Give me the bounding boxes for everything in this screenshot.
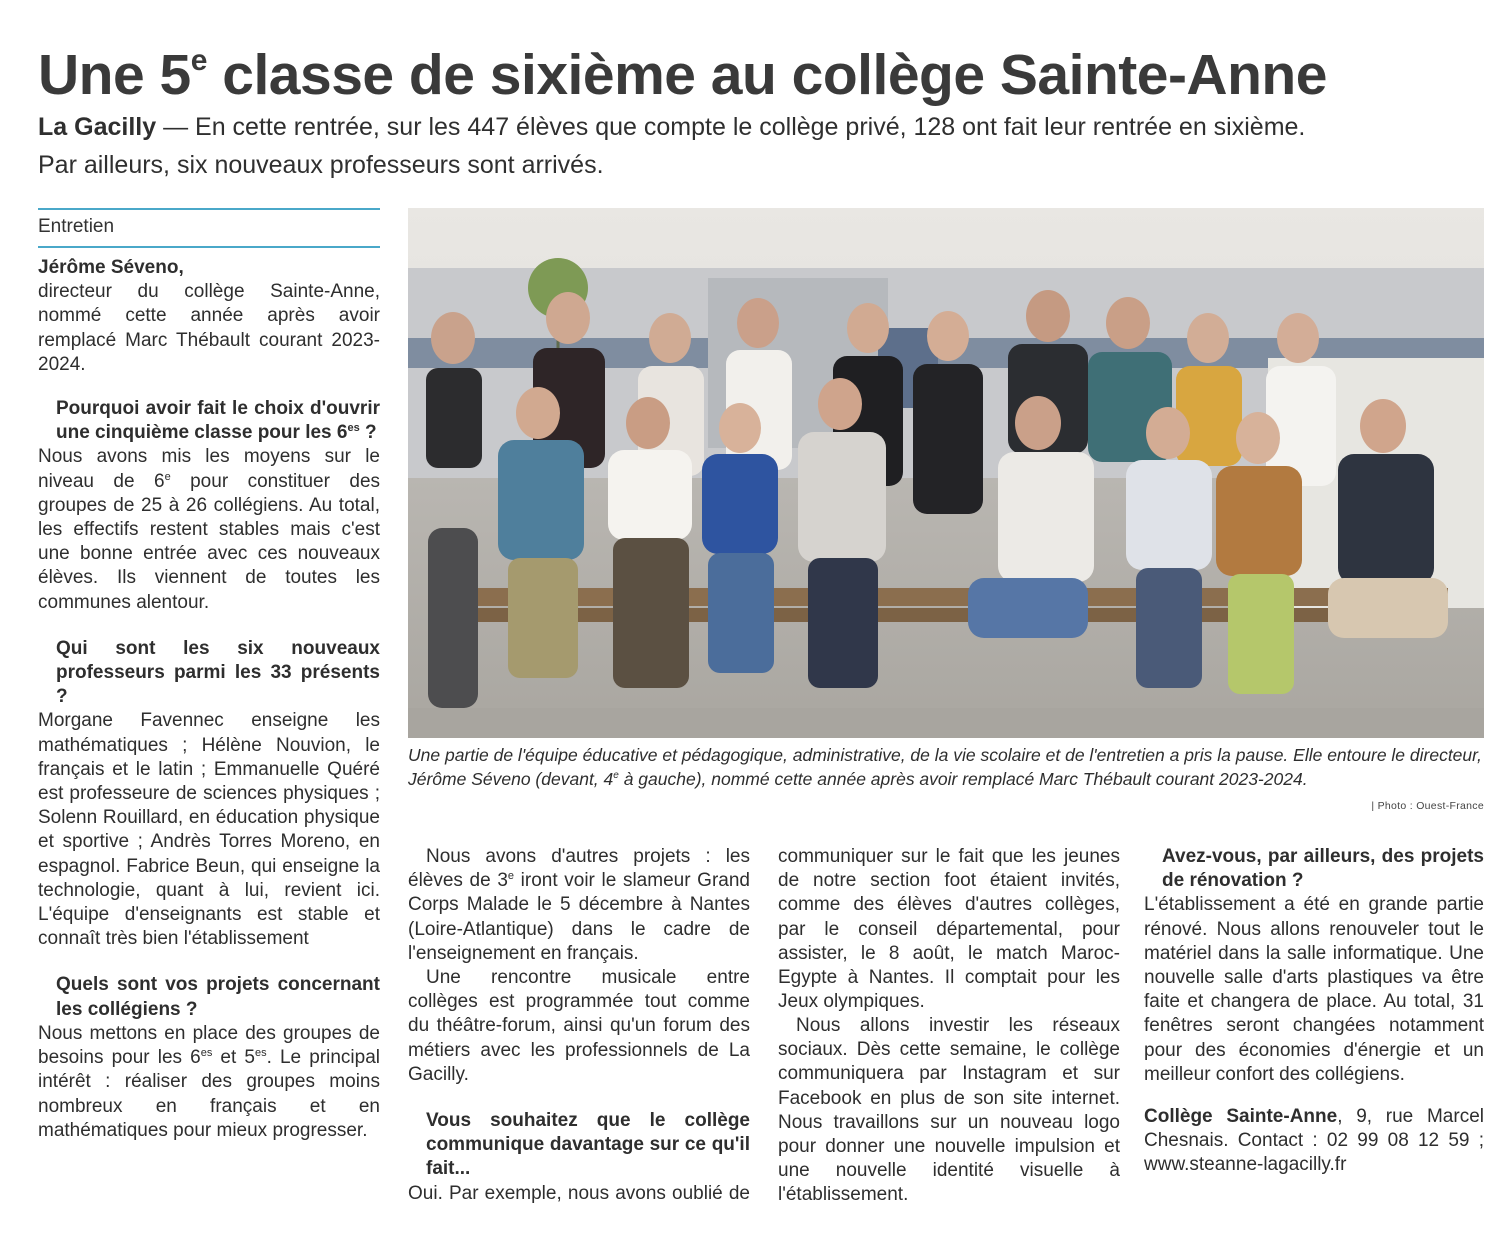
photo-caption: Une partie de l'équipe éducative et pédagogique, administrative, de la vie scolaire et de l'entretien a pris la pause. Elle entoure le directeur, Jérôme Séveno (devant, 4e à gauche), nommé cette année après avoir remplacé Marc Thébault courant 2023-2024. (408, 745, 1482, 789)
paragraph-projects: Nous avons d'autres projets : les élèves de 3e iront voir le slameur Grand Corps Malade le 5 décembre à Nantes (Loire-Atlantique) dans le cadre de l'enseignement en français. (408, 846, 750, 964)
dateline-place: La Gacilly (38, 113, 157, 141)
question-4: Vous souhaitez que le collège communique davantage sur ce qu'il fait... (426, 1110, 750, 1180)
answer-1: Nous avons mis les moyens sur le niveau de 6e pour constituer des groupes de 25 à 26 collégiens. Au total, les effectifs restent stables mais c'est une bonne entrée avec ces nouveaux élèves. Ils viennent de toutes les communes alentour. (38, 446, 381, 613)
team-photo (408, 208, 1484, 738)
question-1: Pourquoi avoir fait le choix d'ouvrir une cinquième classe pour les $6^{es}$ ? (56, 398, 380, 444)
column-2 (408, 845, 750, 1206)
answer-4: Oui. Par exemple, nous avons oublié de (408, 1182, 750, 1204)
column-3 (778, 845, 1120, 1208)
answer-3: Nous mettons en place des groupes de besoins pour les $6^{es}$ et $5^{es}$. Le principal intérêt : réaliser des groupes moins nombreux en français et en mathématiques pour mieux progresser. (38, 1022, 380, 1141)
interviewee: Jérôme Séveno, directeur du collège Sainte-Anne, nommé cette année après avoir remplacé Marc Thébault courant 2023-2024. (38, 257, 380, 375)
question-3: Quels sont vos projets concernant les collégiens ? (56, 974, 380, 1020)
question-5: Avez-vous, par ailleurs, des projets de rénovation ? (1162, 846, 1484, 892)
answer-5: L'établissement a été en grande partie rénové. Nous allons renouveler tout le matériel dans la salle informatique. Une nouvelle salle d'arts plastiques va être faite et changera de place. Au total, 31 fenêtres seront changées notamment pour des économies d'énergie et un meilleur confort des collégiens. (1144, 894, 1484, 1085)
answer-4-continued (778, 845, 1120, 1014)
answer-4-text: communiquer sur le fait que les jeunes de notre section foot étaient invités, comme des élèves d'autres collèges, par le conseil départemental, pour assister, le 8 août, le match Maroc-Egypte à Nantes. Il comptait pour les Jeux olympiques. (778, 846, 1120, 1013)
rubric-label: Entretien (38, 216, 115, 237)
paragraph-music: Une rencontre musicale entre collèges est programmée tout comme du théâtre-forum, ainsi qu'un forum des métiers avec les professionnels de La Gacilly. (408, 967, 750, 1085)
answer-2: Morgane Favennec enseigne les mathématiques ; Hélène Nouvion, le français et le latin ; Emmanuelle Quéré est professeure de sciences physiques ; Solenn Rouillard, en éducation physique et sportive ; Andrès Torres Moreno, en espagnol. Fabrice Beun, qui enseigne la technologie, quant à lui, revient ici. L'équipe d'enseignants est stable et connaît très bien l'établissement (38, 710, 380, 950)
rubric-rule-bottom (38, 246, 380, 248)
column-1 (38, 256, 380, 1143)
column-4 (1144, 845, 1484, 1178)
lead-paragraph: La Gacilly — En cette rentrée, sur les 447 élèves que compte le collège privé, 128 ont fait leur rentrée en sixième. Par ailleurs, six nouveaux professeurs sont arrivés. (38, 113, 1306, 179)
photo-credit: | Photo : Ouest-France (1371, 800, 1484, 812)
paragraph-social: Nous allons investir les réseaux sociaux. Dès cette semaine, le collège communiquera par Instagram et sur Facebook en plus de son site internet. Nous travaillons sur un nouveau logo pour donner une nouvelle impulsion et une nouvelle identité visuelle à l'établissement. (778, 1015, 1120, 1206)
rubric-rule-top (38, 208, 380, 210)
question-2: Qui sont les six nouveaux professeurs parmi les 33 présents ? (56, 637, 380, 708)
contact-info: Collège Sainte-Anne, 9, rue Marcel Chesnais. Contact : 02 99 08 12 59 ; www.steanne-lagacilly.fr (1144, 1106, 1484, 1176)
headline: Une 5e classe de sixième au collège Sainte-Anne (38, 43, 1327, 107)
